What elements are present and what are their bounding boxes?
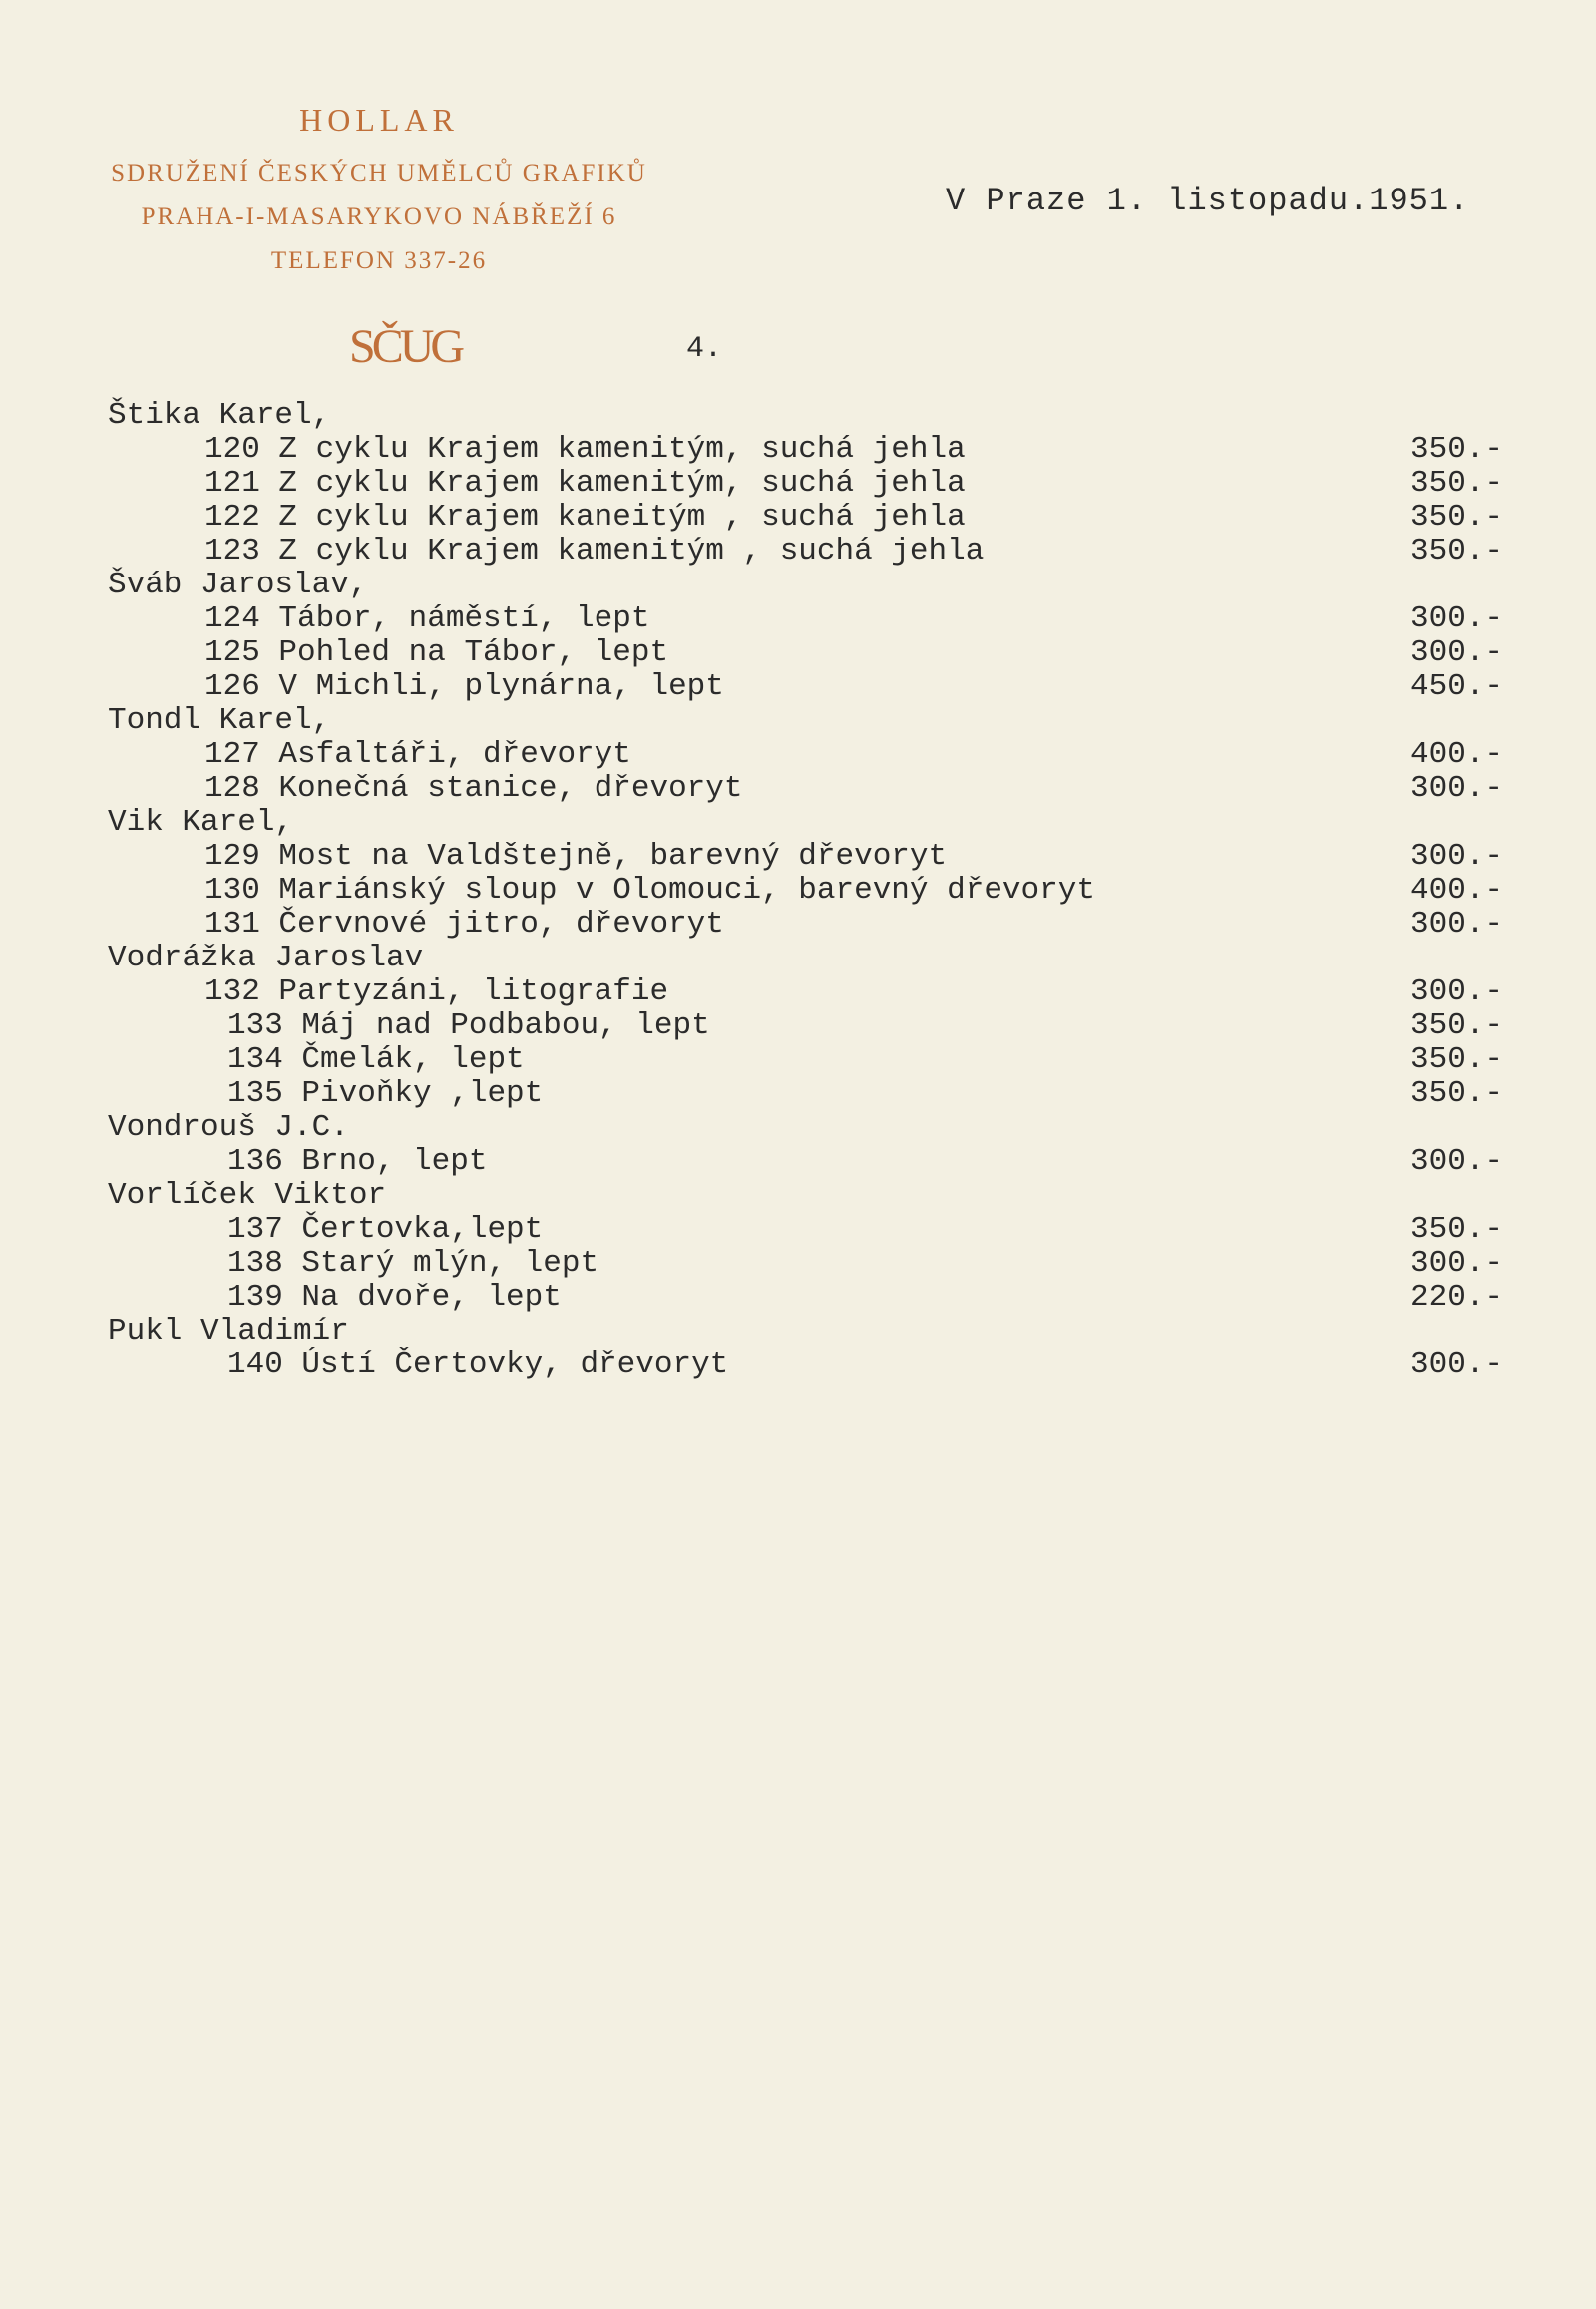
artist-row bbox=[0, 569, 1596, 602]
artist-row bbox=[0, 1179, 1596, 1213]
artist-name: Vondrouš J.C. bbox=[108, 1110, 349, 1145]
artist-name: Vik Karel, bbox=[108, 805, 294, 840]
list-item bbox=[0, 975, 1596, 1009]
list-item bbox=[0, 636, 1596, 670]
item-description: 122 Z cyklu Krajem kaneitým , suchá jehla bbox=[204, 500, 966, 535]
document-date: V Praze 1. listopadu.1951. bbox=[946, 183, 1470, 219]
item-price: 300.- bbox=[1410, 839, 1504, 874]
list-item bbox=[0, 738, 1596, 772]
item-price: 350.- bbox=[1410, 466, 1504, 501]
list-item bbox=[0, 501, 1596, 535]
item-price: 300.- bbox=[1410, 1347, 1504, 1382]
item-description: 137 Čertovka,lept bbox=[227, 1212, 544, 1247]
item-price: 400.- bbox=[1410, 737, 1504, 772]
list-item bbox=[0, 535, 1596, 569]
list-item bbox=[0, 1213, 1596, 1247]
artist-row bbox=[0, 942, 1596, 975]
list-item bbox=[0, 433, 1596, 467]
item-price: 350.- bbox=[1410, 1042, 1504, 1077]
item-description: 126 V Michli, plynárna, lept bbox=[204, 669, 724, 704]
list-item bbox=[0, 1281, 1596, 1315]
item-description: 132 Partyzáni, litografie bbox=[204, 974, 669, 1009]
list-item bbox=[0, 467, 1596, 501]
item-price: 300.- bbox=[1410, 601, 1504, 636]
item-price: 350.- bbox=[1410, 500, 1504, 535]
list-item bbox=[0, 670, 1596, 704]
item-price: 400.- bbox=[1410, 873, 1504, 908]
item-price: 450.- bbox=[1410, 669, 1504, 704]
letterhead bbox=[60, 100, 698, 283]
artist-name: Pukl Vladimír bbox=[108, 1314, 349, 1348]
list-item bbox=[0, 840, 1596, 874]
list-item bbox=[0, 1077, 1596, 1111]
artist-row bbox=[0, 1111, 1596, 1145]
list-item bbox=[0, 602, 1596, 636]
artist-name: Tondl Karel, bbox=[108, 703, 331, 738]
list-item bbox=[0, 1348, 1596, 1382]
item-price: 300.- bbox=[1410, 907, 1504, 942]
item-description: 131 Červnové jitro, dřevoryt bbox=[204, 907, 724, 942]
item-price: 300.- bbox=[1410, 1144, 1504, 1179]
item-description: 128 Konečná stanice, dřevoryt bbox=[204, 771, 743, 806]
artist-name: Štika Karel, bbox=[108, 398, 331, 433]
list-item bbox=[0, 1247, 1596, 1281]
monogram-logo: SČUG bbox=[349, 320, 462, 373]
artist-name: Vodrážka Jaroslav bbox=[108, 941, 424, 975]
list-item bbox=[0, 1043, 1596, 1077]
item-price: 350.- bbox=[1410, 1076, 1504, 1111]
item-price: 300.- bbox=[1410, 635, 1504, 670]
item-price: 220.- bbox=[1410, 1280, 1504, 1315]
item-description: 129 Most na Valdštejně, barevný dřevoryt bbox=[204, 839, 948, 874]
item-price: 350.- bbox=[1410, 534, 1504, 569]
list-item bbox=[0, 874, 1596, 908]
page-number: 4. bbox=[686, 332, 723, 366]
item-price: 300.- bbox=[1410, 771, 1504, 806]
list-item bbox=[0, 908, 1596, 942]
letterhead-organization: SDRUŽENÍ ČESKÝCH UMĚLCŮ GRAFIKŮ bbox=[111, 160, 647, 187]
artist-row bbox=[0, 806, 1596, 840]
item-description: 134 Čmelák, lept bbox=[227, 1042, 525, 1077]
item-description: 138 Starý mlýn, lept bbox=[227, 1246, 599, 1281]
item-description: 136 Brno, lept bbox=[227, 1144, 488, 1179]
letterhead-title: HOLLAR bbox=[299, 102, 459, 138]
letterhead-address: PRAHA-I-MASARYKOVO NÁBŘEŽÍ 6 bbox=[141, 203, 617, 230]
list-item bbox=[0, 1009, 1596, 1043]
item-description: 124 Tábor, náměstí, lept bbox=[204, 601, 650, 636]
item-price: 350.- bbox=[1410, 432, 1504, 467]
item-description: 133 Máj nad Podbabou, lept bbox=[227, 1008, 710, 1043]
artist-name: Vorlíček Viktor bbox=[108, 1178, 387, 1213]
item-description: 123 Z cyklu Krajem kamenitým , suchá jehla bbox=[204, 534, 985, 569]
list-item bbox=[0, 1145, 1596, 1179]
item-price: 350.- bbox=[1410, 1008, 1504, 1043]
artist-row bbox=[0, 1315, 1596, 1348]
item-description: 135 Pivoňky ,lept bbox=[227, 1076, 544, 1111]
item-price: 300.- bbox=[1410, 1246, 1504, 1281]
artist-row bbox=[0, 704, 1596, 738]
item-price: 300.- bbox=[1410, 974, 1504, 1009]
item-description: 139 Na dvoře, lept bbox=[227, 1280, 562, 1315]
artist-name: Šváb Jaroslav, bbox=[108, 568, 368, 602]
artist-row bbox=[0, 399, 1596, 433]
item-description: 130 Mariánský sloup v Olomouci, barevný dřevoryt bbox=[204, 873, 1095, 908]
item-description: 120 Z cyklu Krajem kamenitým, suchá jehla bbox=[204, 432, 966, 467]
item-description: 121 Z cyklu Krajem kamenitým, suchá jehla bbox=[204, 466, 966, 501]
letterhead-phone: TELEFON 337-26 bbox=[270, 247, 488, 274]
item-description: 127 Asfaltáři, dřevoryt bbox=[204, 737, 631, 772]
item-description: 140 Ústí Čertovky, dřevoryt bbox=[227, 1347, 729, 1382]
list-item bbox=[0, 772, 1596, 806]
item-price: 350.- bbox=[1410, 1212, 1504, 1247]
item-description: 125 Pohled na Tábor, lept bbox=[204, 635, 669, 670]
price-list bbox=[0, 399, 1596, 1382]
